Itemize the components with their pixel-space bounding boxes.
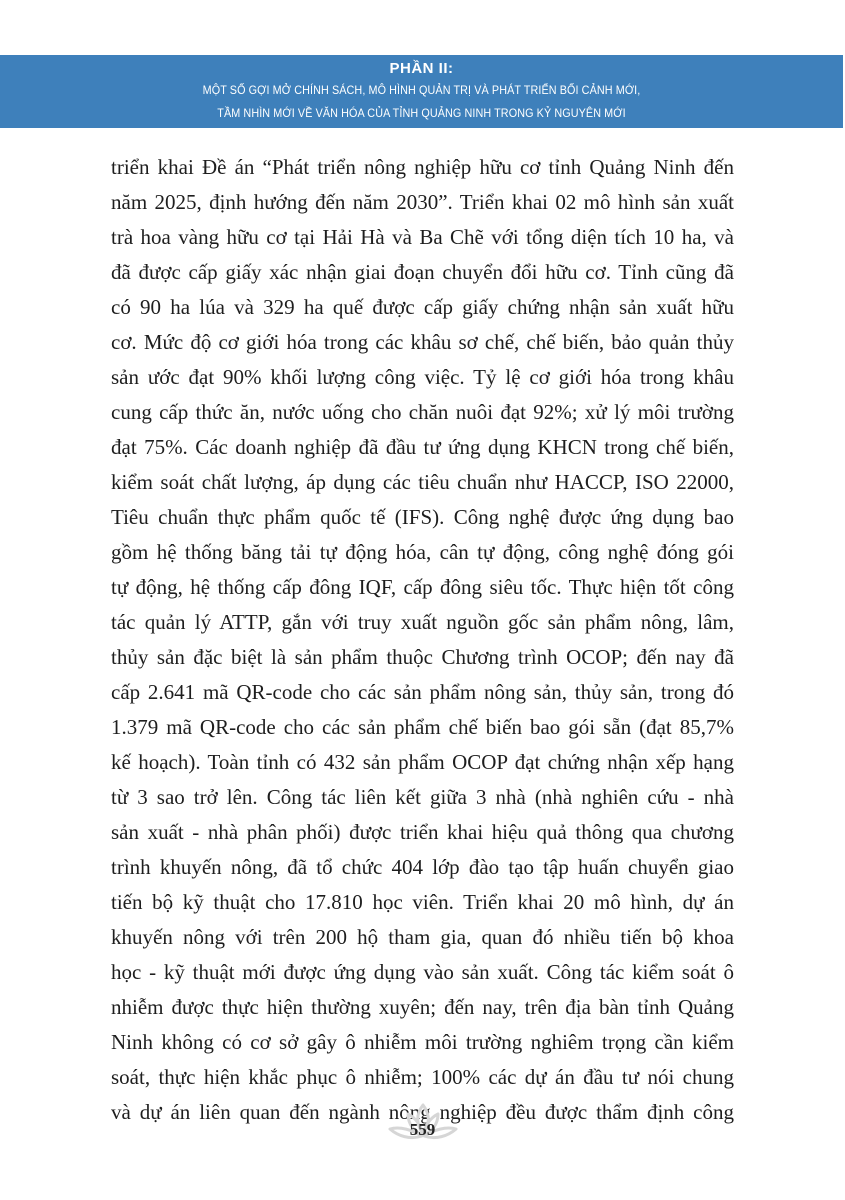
text-line-content: 1.379 mã QR-code cho các sản phẩm chế biến bao gói sẵn (đạt 85,7% <box>111 715 734 739</box>
text-line <box>111 325 734 360</box>
text-line-content: trình khuyến nông, đã tổ chức 404 lớp đào tạo tập huấn chuyển giao <box>111 855 734 879</box>
text-line-content: tiến bộ kỹ thuật cho 17.810 học viên. Triển khai 20 mô hình, dự án <box>111 890 734 914</box>
text-line <box>111 1060 734 1095</box>
text-line-content: sản ước đạt 90% khối lượng công việc. Tỷ lệ cơ giới hóa trong khâu <box>111 365 734 389</box>
text-line-content: tác quản lý ATTP, gắn với truy xuất nguồn gốc sản phẩm nông, lâm, <box>111 610 734 634</box>
text-line <box>111 535 734 570</box>
section-subtitle-line-2: TẦM NHÌN MỚI VỀ VĂN HÓA CỦA TỈNH QUẢNG NINH TRONG KỶ NGUYÊN MỚI <box>217 106 626 120</box>
text-line-content: có 90 ha lúa và 329 ha quế được cấp giấy chứng nhận sản xuất hữu <box>111 295 734 319</box>
text-line-content: đạt 75%. Các doanh nghiệp đã đầu tư ứng dụng KHCN trong chế biến, <box>111 435 734 459</box>
text-line <box>111 605 734 640</box>
text-line-content: cơ. Mức độ cơ giới hóa trong các khâu sơ chế, chế biến, bảo quản thủy <box>111 330 734 354</box>
text-line-content: Ninh không có cơ sở gây ô nhiễm môi trường nghiêm trọng cần kiểm <box>111 1030 734 1054</box>
text-line-content: và dự án liên quan đến ngành nông nghiệp đều được thẩm định công <box>111 1100 734 1124</box>
text-line <box>111 815 734 850</box>
section-subtitle-line-1: MỘT SỐ GỢI MỞ CHÍNH SÁCH, MÔ HÌNH QUẢN TRỊ VÀ PHÁT TRIỂN BỐI CẢNH MỚI, <box>202 83 641 97</box>
text-line <box>111 150 734 185</box>
text-line <box>111 675 734 710</box>
text-line-content: triển khai Đề án “Phát triển nông nghiệp hữu cơ tỉnh Quảng Ninh đến <box>111 155 734 179</box>
text-line <box>111 465 734 500</box>
page-number: 559 <box>409 1120 436 1139</box>
section-header-banner <box>0 55 843 128</box>
page-footer <box>0 1102 845 1152</box>
text-line-content: thủy sản đặc biệt là sản phẩm thuộc Chương trình OCOP; đến nay đã <box>111 645 734 669</box>
text-line <box>111 710 734 745</box>
text-line <box>111 500 734 535</box>
text-line-content: đã được cấp giấy xác nhận giai đoạn chuyển đổi hữu cơ. Tỉnh cũng đã <box>111 260 734 284</box>
text-line-content: sản xuất - nhà phân phối) được triển khai hiệu quả thông qua chương <box>111 820 734 844</box>
text-line-content: cấp 2.641 mã QR-code cho các sản phẩm nông sản, thủy sản, trong đó <box>111 680 734 704</box>
text-line-content: từ 3 sao trở lên. Công tác liên kết giữa 3 nhà (nhà nghiên cứu - nhà <box>111 785 734 809</box>
text-line <box>111 1025 734 1060</box>
part-title: PHẦN II: <box>389 60 454 77</box>
text-line-content: soát, thực hiện khắc phục ô nhiễm; 100% các dự án đầu tư nói chung <box>111 1065 734 1089</box>
text-line-content: trà hoa vàng hữu cơ tại Hải Hà và Ba Chẽ với tổng diện tích 10 ha, và <box>111 225 734 249</box>
text-line-content: gồm hệ thống băng tải tự động hóa, cân tự động, công nghệ đóng gói <box>111 540 734 564</box>
text-line <box>111 745 734 780</box>
text-line <box>111 570 734 605</box>
text-line <box>111 395 734 430</box>
text-line <box>111 290 734 325</box>
text-line <box>111 780 734 815</box>
text-line <box>111 255 734 290</box>
text-line-content: nhiễm được thực hiện thường xuyên; đến nay, trên địa bàn tỉnh Quảng <box>111 995 734 1019</box>
body-paragraph <box>111 150 734 1130</box>
text-line <box>111 955 734 990</box>
text-line-content: cung cấp thức ăn, nước uống cho chăn nuôi đạt 92%; xử lý môi trường <box>111 400 734 424</box>
text-line <box>111 885 734 920</box>
text-line-content: khuyến nông với trên 200 hộ tham gia, quan đó nhiều tiến bộ khoa <box>111 925 734 949</box>
text-line <box>111 360 734 395</box>
text-line-content: kế hoạch). Toàn tỉnh có 432 sản phẩm OCOP đạt chứng nhận xếp hạng <box>111 750 734 774</box>
text-line <box>111 850 734 885</box>
text-line-content: Tiêu chuẩn thực phẩm quốc tế (IFS). Công nghệ được ứng dụng bao <box>111 505 734 529</box>
text-line <box>111 185 734 220</box>
text-line <box>111 920 734 955</box>
text-line <box>111 640 734 675</box>
text-line <box>111 430 734 465</box>
text-line-content: năm 2025, định hướng đến năm 2030”. Triển khai 02 mô hình sản xuất <box>111 190 734 214</box>
text-line-content: học - kỹ thuật mới được ứng dụng vào sản xuất. Công tác kiểm soát ô <box>111 960 734 984</box>
text-line <box>111 220 734 255</box>
text-line-content: kiểm soát chất lượng, áp dụng các tiêu chuẩn như HACCP, ISO 22000, <box>111 470 734 494</box>
text-line <box>111 990 734 1025</box>
text-line-content: tự động, hệ thống cấp đông IQF, cấp đông siêu tốc. Thực hiện tốt công <box>111 575 734 599</box>
